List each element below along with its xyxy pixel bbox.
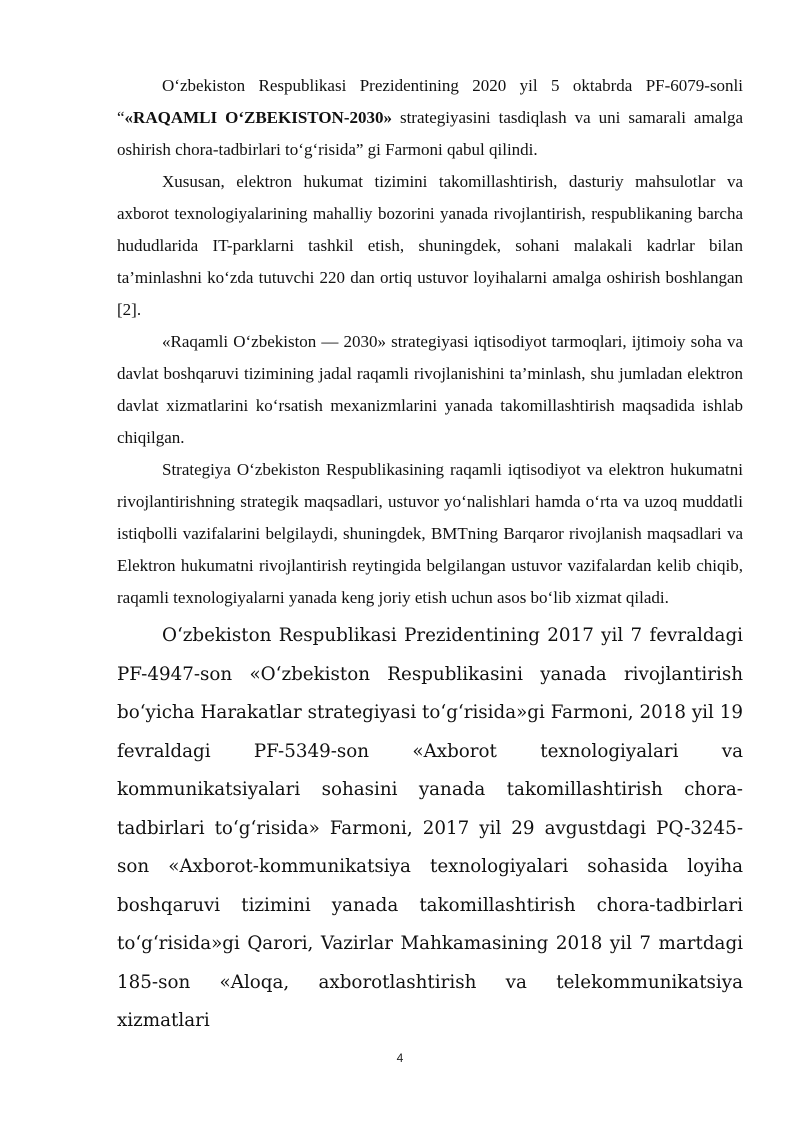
paragraph-strategy-purpose: «Raqamli O‘zbekiston — 2030» strategiyasi iqtisodiyot tarmoqlari, ijtimoiy soha va davlat boshqaruvi tizimining jadal raqamli rivojlanishini ta’minlash, shu jumladan elektron davlat xizmatlarini ko‘rsatish mexanizmlarini yanada takomillashtirish maqsadida ishlab chiqilgan.: [117, 332, 743, 447]
strategy-name-bold: «RAQAMLI O‘ZBEKISTON-2030»: [124, 108, 392, 127]
page-number: 4: [396, 1051, 404, 1065]
paragraph-decree-6079: [117, 70, 743, 166]
paragraph-text-before: O‘zbekiston Respublikasi Prezidentining 2020 yil 5 oktabrda PF-6079-sonli “: [117, 76, 743, 127]
paragraph-legal-acts: O‘zbekiston Respublikasi Prezidentining 2017 yil 7 fevraldagi PF-4947-son «O‘zbekiston Respublikasini yanada rivojlantirish bo‘yicha Harakatlar strategiyasi to‘g‘risida»gi Farmoni, 2018 yil 19 fevraldagi PF-5349-son «Axborot texnologiyalari va kommunikatsiyalari sohasini yanada takomillashtirish chora-tadbirlari to‘g‘risida» Farmoni, 2017 yil 29 avgustdagi PQ-3245-son «Axborot-kommunikatsiya texnologiyalari sohasida loyiha boshqaruvi tizimini yanada takomillashtirish chora-tadbirlari to‘g‘risida»gi Qarori, Vazirlar Mahkamasining 2018 yil 7 martdagi 185-son «Aloqa, axborotlashtirish va telekommunikatsiya xizmatlari: [117, 625, 743, 1031]
document-page: [117, 70, 743, 1041]
paragraph-strategy-goals: Strategiya O‘zbekiston Respublikasining raqamli iqtisodiyot va elektron hukumatni rivojlantirishning strategik maqsadlari, ustuvor yo‘nalishlari hamda o‘rta va uzoq muddatli istiqbolli vazifalarini belgilaydi, shuningdek, BMTning Barqaror rivojlanish maqsadlari va Elektron hukumatni rivojlantirish reytingida belgilangan ustuvor vazifalardan kelib chiqib, raqamli texnologiyalarni yanada keng joriy etish uchun asos bo‘lib xizmat qiladi.: [117, 460, 743, 607]
paragraph-text-after: strategiyasini tasdiqlash va uni samarali amalga oshirish chora-tadbirlari to‘g‘risida” gi Farmoni qabul qilindi.: [117, 108, 743, 159]
paragraph-e-government-projects: Xususan, elektron hukumat tizimini takomillashtirish, dasturiy mahsulotlar va axborot texnologiyalarining mahalliy bozorini yanada rivojlantirish, respublikaning barcha hududlarida IT-parklarni tashkil etish, shuningdek, sohani malakali kadrlar bilan ta’minlashni ko‘zda tutuvchi 220 dan ortiq ustuvor loyihalarni amalga oshirish boshlangan [2].: [117, 172, 743, 319]
